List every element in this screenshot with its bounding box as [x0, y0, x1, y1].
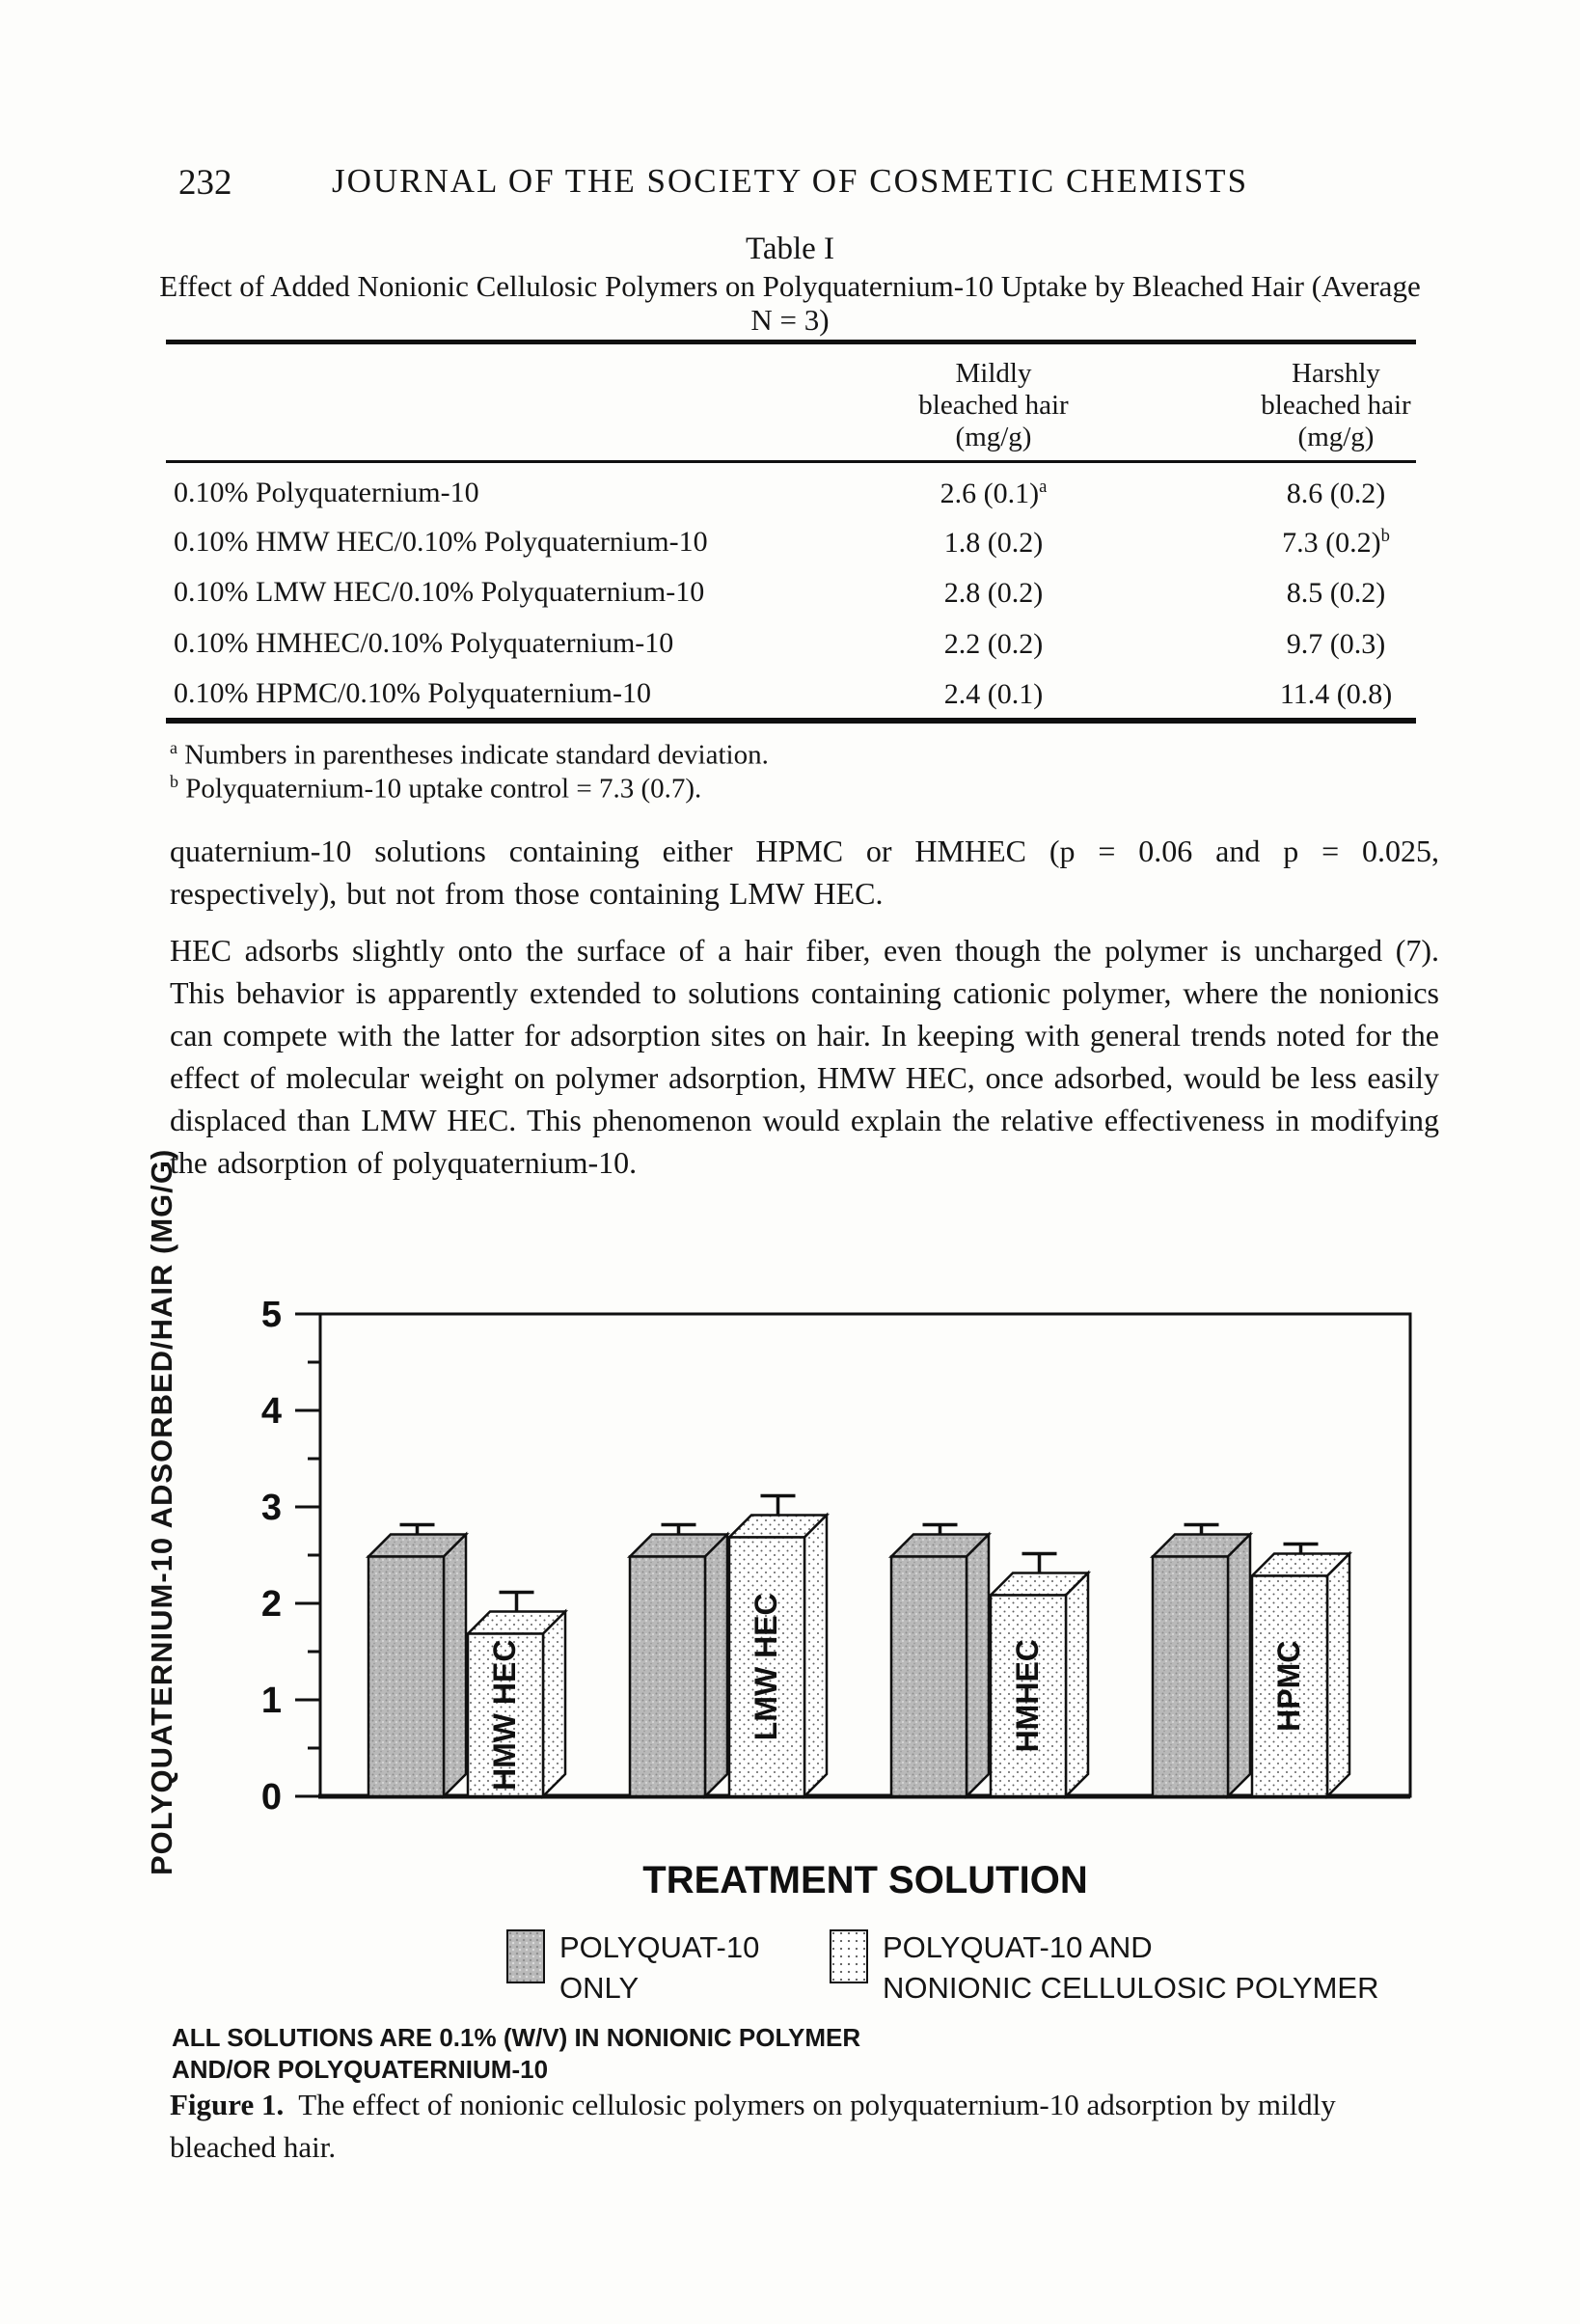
body-paragraph-2: HEC adsorbs slightly onto the surface of a hair fiber, even though the polymer is uncharged (7). This behavior is apparently extended to solutions containing cationic polymer, where the nonionics can compete with the latter for adsorption sites on hair. In keeping with general trends noted for the effect of molecular weight on polymer adsorption, HMW HEC, once adsorbed, would be less easily displaced than LMW HEC. This phenomenon would explain the relative effectiveness in modifying the adsorption of polyquaternium-10.: [170, 933, 1439, 1180]
cell-harsh: 7.3 $(0.2)^b$: [1282, 526, 1390, 559]
figure-note: ALL SOLUTIONS ARE 0.1% (W/V) IN NONIONIC POLYMER AND/OR POLYQUATERNIUM-10: [172, 2023, 861, 2084]
svg-text:5: 5: [260, 1295, 282, 1335]
row-label: 0.10% HPMC/0.10% Polyquaternium-10: [174, 677, 651, 709]
legend-entry-with-polymer: [830, 1929, 868, 1983]
svg-text:TREATMENT SOLUTION: TREATMENT SOLUTION: [642, 1859, 1088, 1901]
cell-mild: 2.2 (0.2): [943, 628, 1044, 660]
cell-harsh: 8.6 (0.2): [1286, 478, 1386, 509]
svg-text:1: 1: [260, 1681, 282, 1721]
legend-label-polyquat-only: POLYQUAT-10 ONLY: [559, 1930, 760, 2005]
footnote-a: $^a$ Numbers in parentheses indicate standard deviation.: [170, 738, 769, 771]
cell-mild: 2.4 (0.1): [943, 678, 1044, 710]
footnote-b: $^b$ Polyquaternium-10 uptake control = 7.3 (0.7).: [170, 772, 702, 805]
column-header-mildly: Mildly bleached hair (mg/g): [918, 358, 1069, 452]
legend-swatch-polyquat-only: [506, 1929, 545, 1983]
figure-chart: [0, 1148, 1580, 1920]
footnote-marker: a: [1039, 477, 1048, 497]
svg-text:0: 0: [260, 1777, 282, 1818]
cell-harsh: 8.5 (0.2): [1286, 577, 1386, 609]
svg-text:HPMC: HPMC: [1271, 1640, 1306, 1732]
svg-text:HMW HEC: HMW HEC: [487, 1639, 522, 1791]
table-rule-header: [166, 460, 1416, 463]
cell-harsh: 11.4 (0.8): [1279, 678, 1393, 710]
y-axis-label: POLYQUATERNIUM-10 ADSORBED/HAIR (MG/G): [145, 1148, 178, 1875]
cell-mild: 2.6 $(0.1)^a$: [940, 477, 1048, 509]
svg-text:2: 2: [260, 1584, 282, 1625]
svg-text:LMW HEC: LMW HEC: [749, 1593, 783, 1741]
column-header-harshly: Harshly bleached hair (mg/g): [1261, 358, 1411, 452]
table-caption-line2: N = 3): [750, 303, 830, 337]
row-label: 0.10% Polyquaternium-10: [174, 477, 479, 508]
row-label: 0.10% LMW HEC/0.10% Polyquaternium-10: [174, 576, 705, 608]
legend-label-with-polymer: POLYQUAT-10 AND NONIONIC CELLULOSIC POLYMER: [883, 1930, 1379, 2005]
cell-mild: 2.8 (0.2): [943, 577, 1044, 609]
footnote-marker: b: [1380, 526, 1390, 546]
figure-caption-label: Figure 1.: [170, 2088, 285, 2121]
row-label: 0.10% HMW HEC/0.10% Polyquaternium-10: [174, 526, 708, 558]
legend-swatch-with-polymer: [830, 1929, 868, 1983]
figure-caption-text: The effect of nonionic cellulosic polymers on polyquaternium-10 adsorption by mildly bleached hair.: [170, 2088, 1336, 2164]
cell-mild: 1.8 (0.2): [943, 527, 1044, 559]
figure-caption: [170, 2084, 1445, 2169]
row-label: 0.10% HMHEC/0.10% Polyquaternium-10: [174, 627, 674, 659]
svg-text:HMHEC: HMHEC: [1010, 1639, 1045, 1753]
page-number: 232: [178, 163, 232, 203]
table-rule-top: [166, 340, 1416, 344]
cell-harsh: 9.7 (0.3): [1286, 628, 1386, 660]
running-head: JOURNAL OF THE SOCIETY OF COSMETIC CHEMISTS: [331, 162, 1249, 200]
body-paragraph-1: quaternium-10 solutions containing either HPMC or HMHEC (p = 0.06 and p = 0.025, respectively), but not from those containing LMW HEC.: [170, 834, 1439, 911]
svg-text:3: 3: [260, 1488, 282, 1528]
table-rule-bottom: [166, 718, 1416, 724]
table-caption-line1: Effect of Added Nonionic Cellulosic Polymers on Polyquaternium-10 Uptake by Bleached Hair (Average: [159, 269, 1421, 303]
table-title: Table I: [745, 232, 835, 266]
legend-entry-polyquat-only: [506, 1929, 545, 1983]
svg-text:4: 4: [260, 1391, 282, 1432]
